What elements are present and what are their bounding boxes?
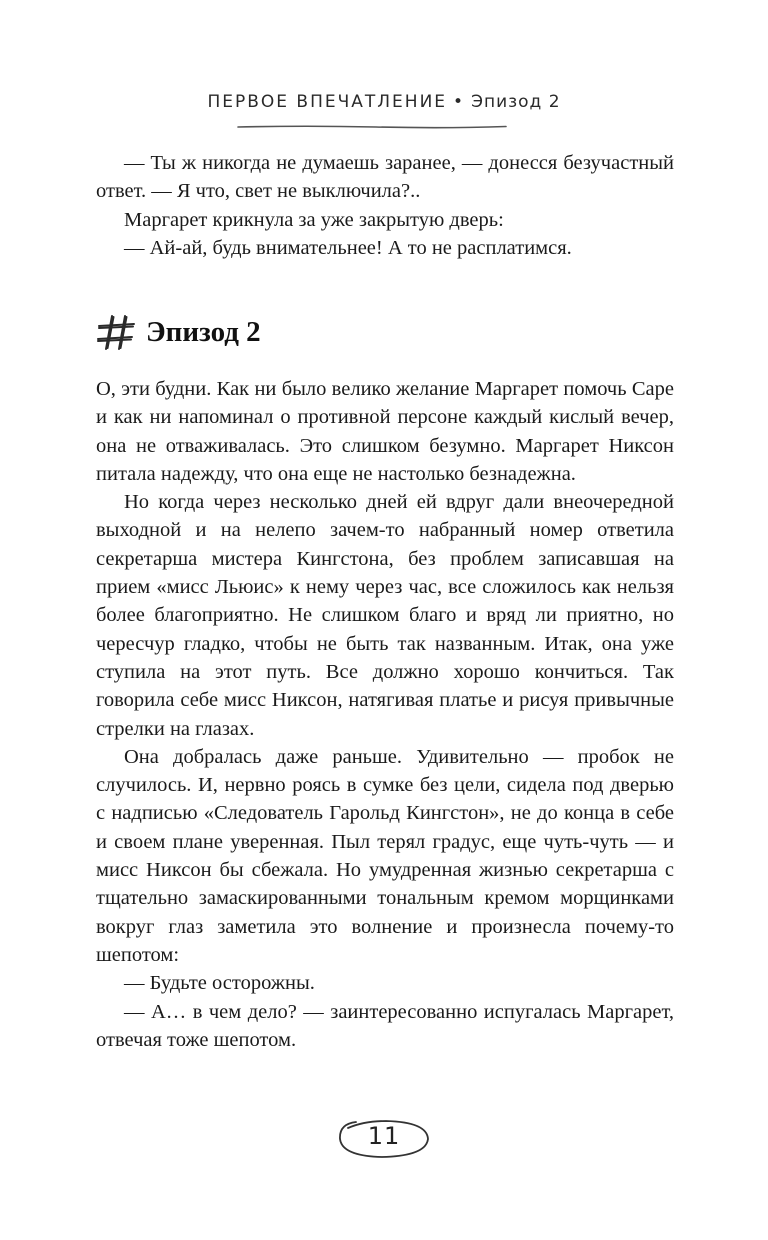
paragraph: Но когда через несколько дней ей вдруг дали внеочередной выходной и на нелепо зачем-то набранный номер ответила секретарша мистера Кингстона, без проблем записавшая на прием «мисс Льюис» к нему через час, все сложилось как нельзя более благоприятно. Не слишком благо и вряд ли приятно, но чересчур гладко, чтобы не быть так названным. Итак, она уже ступила на этот путь. Все должно хорошо кончиться. Так говорила себе мисс Никсон, натягивая платье и рисуя привычные стрелки на глазах.	[96, 491, 674, 740]
paragraph: — Ай-ай, будь внимательнее! А то не расплатимся.	[124, 236, 572, 259]
paragraph: — Будьте осторожны.	[124, 972, 315, 995]
hash-icon	[96, 312, 136, 352]
book-title: ПЕРВОЕ ВПЕЧАТЛЕНИЕ	[207, 92, 448, 112]
chapter-title: Эпизод 2	[146, 315, 261, 348]
paragraph: О, эти будни. Как ни было велико желание Маргарет помочь Саре и как ни напоминал о противной персоне каждый кислый вечер, она не отваживалась. Это слишком безумно. Маргарет Никсон питала надежду, что она еще не настолько безнадежна.	[96, 378, 674, 485]
header-underline	[236, 124, 508, 130]
page-number-value: 11	[367, 1122, 401, 1150]
paragraph: Она добралась даже раньше. Удивительно — пробок не случилось. И, нервно роясь в сумке без цели, сидела под дверью с надписью «Следователь Гарольд Кингстон», не до конца в себе и своем плане уверенная. Пыл терял градус, еще чуть-чуть — и мисс Никсон бы сбежала. Но умудренная жизнью секретарша с тщательно замаскированными тональным кремом морщинками вокруг глаз заметила это волнение и произнесла почему-то шепотом:	[96, 745, 674, 966]
header-separator: •	[453, 92, 466, 112]
page-number	[334, 1116, 434, 1162]
paragraph: Маргарет крикнула за уже закрытую дверь:	[124, 208, 504, 231]
header-episode: Эпизод 2	[471, 92, 561, 112]
running-head	[0, 92, 768, 112]
intro-text	[96, 149, 674, 262]
chapter-heading	[96, 310, 261, 354]
paragraph: — А… в чем дело? — заинтересованно испугалась Маргарет, отвечая тоже шепотом.	[96, 1000, 674, 1051]
body-text	[96, 375, 674, 1054]
paragraph: — Ты ж никогда не думаешь заранее, — донесся безучастный ответ. — Я что, свет не выключила?..	[96, 152, 674, 203]
